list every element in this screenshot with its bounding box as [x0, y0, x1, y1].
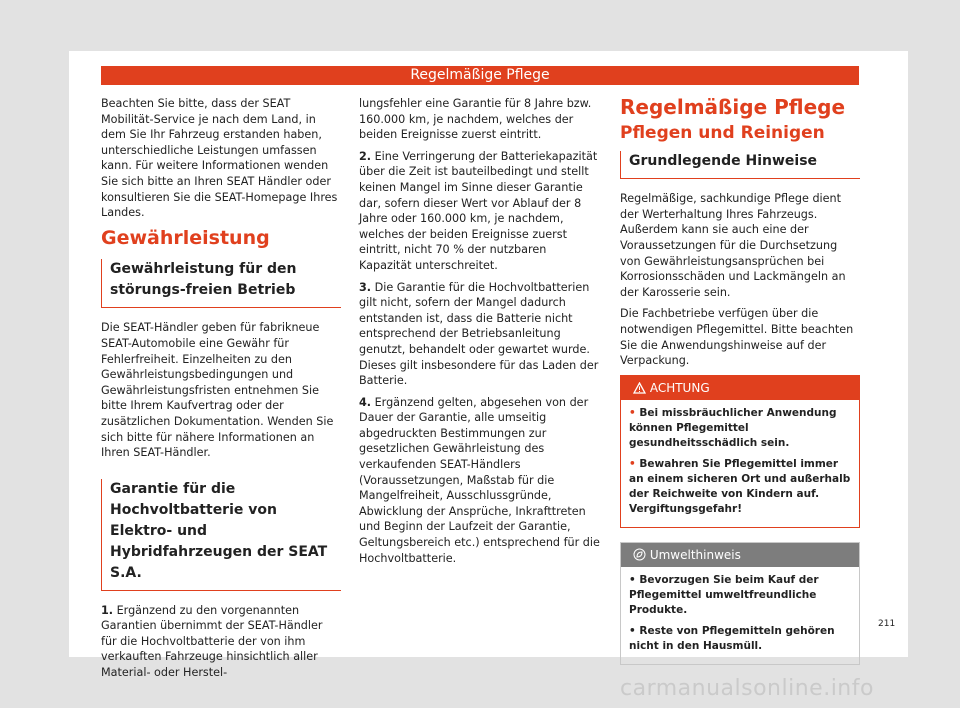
warning-body: [621, 400, 859, 527]
list-item: [629, 624, 851, 654]
column-right: [620, 96, 860, 675]
warning-title: ACHTUNG: [649, 380, 710, 395]
bullet: •: [629, 624, 636, 637]
environment-title: Umwelthinweis: [649, 547, 741, 562]
list-item: [629, 406, 851, 451]
warning-header: [621, 376, 859, 400]
bullet: •: [629, 406, 636, 419]
subheading-battery: Garantie für die Hochvoltbatterie von Elektro- und Hybridfahrzeugen der SEAT S.A.: [101, 479, 341, 591]
environment-body: [621, 567, 859, 664]
warning-icon: [633, 381, 646, 395]
list-item: [629, 457, 851, 517]
page-title: Regelmäßige Pflege: [620, 95, 846, 119]
warranty-paragraph: Die SEAT-Händler geben für fabrikneue SEAT-Automobile eine Gewähr für Fehlerfreiheit. Einzelheiten zu den Gewährleistungsbedingungen und Gewährleistungsfristen entnehmen Sie bitte Ihrem Kaufvertrag oder der zusätzlichen Dokumentation. Wenden Sie sich bitte für nähere Informationen an Ihren SEAT-Händler.: [101, 321, 334, 460]
item-number: 2.: [359, 149, 372, 163]
warning-box: [620, 375, 860, 528]
column-middle: [359, 96, 602, 572]
section-header: Regelmäßige Pflege: [101, 66, 859, 85]
item-number: 1.: [101, 603, 114, 617]
item-number: 4.: [359, 395, 372, 409]
subheading-basics: Grundlegende Hinweise: [620, 151, 860, 179]
list-item-text: Bei missbräuchlicher Anwendung können Pflegemittel gesundheitsschädlich sein.: [629, 406, 837, 449]
section-title: Pflegen und Reinigen: [620, 122, 825, 143]
continued-paragraph: lungsfehler eine Garantie für 8 Jahre bzw. 160.000 km, je nachdem, welches der beiden Ereignisse zuerst eintritt.: [359, 97, 592, 142]
item-text: Ergänzend zu den vorgenannten Garantien übernimmt der SEAT-Händler für die Hochvoltbatterie der von ihm verkauften Fahrzeuge hinsichtlich aller Material- oder Herstel-: [101, 603, 323, 680]
care-paragraph-2: Die Fachbetriebe verfügen über die notwendigen Pflegemittel. Bitte beachten Sie die Anwendungshinweise auf der Verpackung.: [620, 307, 854, 368]
item-text: Ergänzend gelten, abgesehen von der Dauer der Garantie, alle umseitig abgedruckten Bestimmungen zur gesetzlichen Gewährleistung des verkaufenden SEAT-Händlers (Voraussetzungen, Maßstab für die Mangelfreiheit, Ausschlussgründe, Abwicklung der Ansprüche, Inkrafttreten und Beginn der Laufzeit der Garantie, Geltungsbereich etc.) entsprechend für die Hochvoltbatterie.: [359, 395, 600, 565]
environment-box: [620, 542, 860, 665]
battery-item-3: [359, 280, 602, 389]
intro-paragraph: Beachten Sie bitte, dass der SEAT Mobilität-Service je nach dem Land, in dem Sie Ihr Fahrzeug erstanden haben, unterschiedliche Leistungen umfassen kann. Für weitere Informationen wenden Sie sich bitte an Ihren SEAT Händler oder konsultieren Sie die SEAT-Homepage Ihres Landes.: [101, 97, 338, 220]
list-item-text: Bewahren Sie Pflegemittel immer an einem sicheren Ort und außerhalb der Reichweite von Kindern auf. Vergiftungsgefahr!: [629, 457, 851, 515]
bullet: •: [629, 573, 636, 586]
column-left: [101, 96, 341, 687]
list-item-text: Reste von Pflegemitteln gehören nicht in den Hausmüll.: [629, 624, 835, 652]
item-text: Die Garantie für die Hochvoltbatterien gilt nicht, sofern der Mangel dadurch entstanden ist, dass die Batterie nicht entsprechend der Betriebsanleitung genutzt, behandelt oder gewartet wurde. Dieses gilt insbesondere für das Laden der Batterie.: [359, 280, 599, 388]
battery-item-4: [359, 395, 602, 567]
heading-warranty: Gewährleistung: [101, 226, 270, 249]
bullet: •: [629, 457, 636, 470]
list-item: [629, 573, 851, 618]
subheading-warranty: Gewährleistung für den störungs-freien Betrieb: [101, 259, 341, 308]
battery-item-1: [101, 603, 341, 681]
care-paragraph-1: Regelmäßige, sachkundige Pflege dient der Werterhaltung Ihres Fahrzeugs. Außerdem kann sie auch eine der Voraussetzungen für die Durchsetzung von Gewährleistungsansprüchen bei Korrosionsschäden und Lackmängeln an der Karosserie sein.: [620, 192, 846, 299]
battery-item-2: [359, 149, 602, 274]
item-number: 3.: [359, 280, 372, 294]
environment-header: [621, 543, 859, 567]
leaf-icon: [633, 548, 646, 562]
item-text: Eine Verringerung der Batteriekapazität über die Zeit ist bauteilbedingt und stellt keinen Mangel im Sinne dieser Garantie dar, sofern dieser Wert vor Ablauf der 8 Jahre oder 160.000 km, je nachdem, welches der beiden Ereignisse zuerst eintritt, nicht 70 % der nutzbaren Kapazität unterschreitet.: [359, 149, 598, 272]
watermark: carmanualsonline.info: [620, 676, 874, 701]
page-number: 211: [878, 619, 896, 629]
list-item-text: Bevorzugen Sie beim Kauf der Pflegemittel umweltfreundliche Produkte.: [629, 573, 819, 616]
